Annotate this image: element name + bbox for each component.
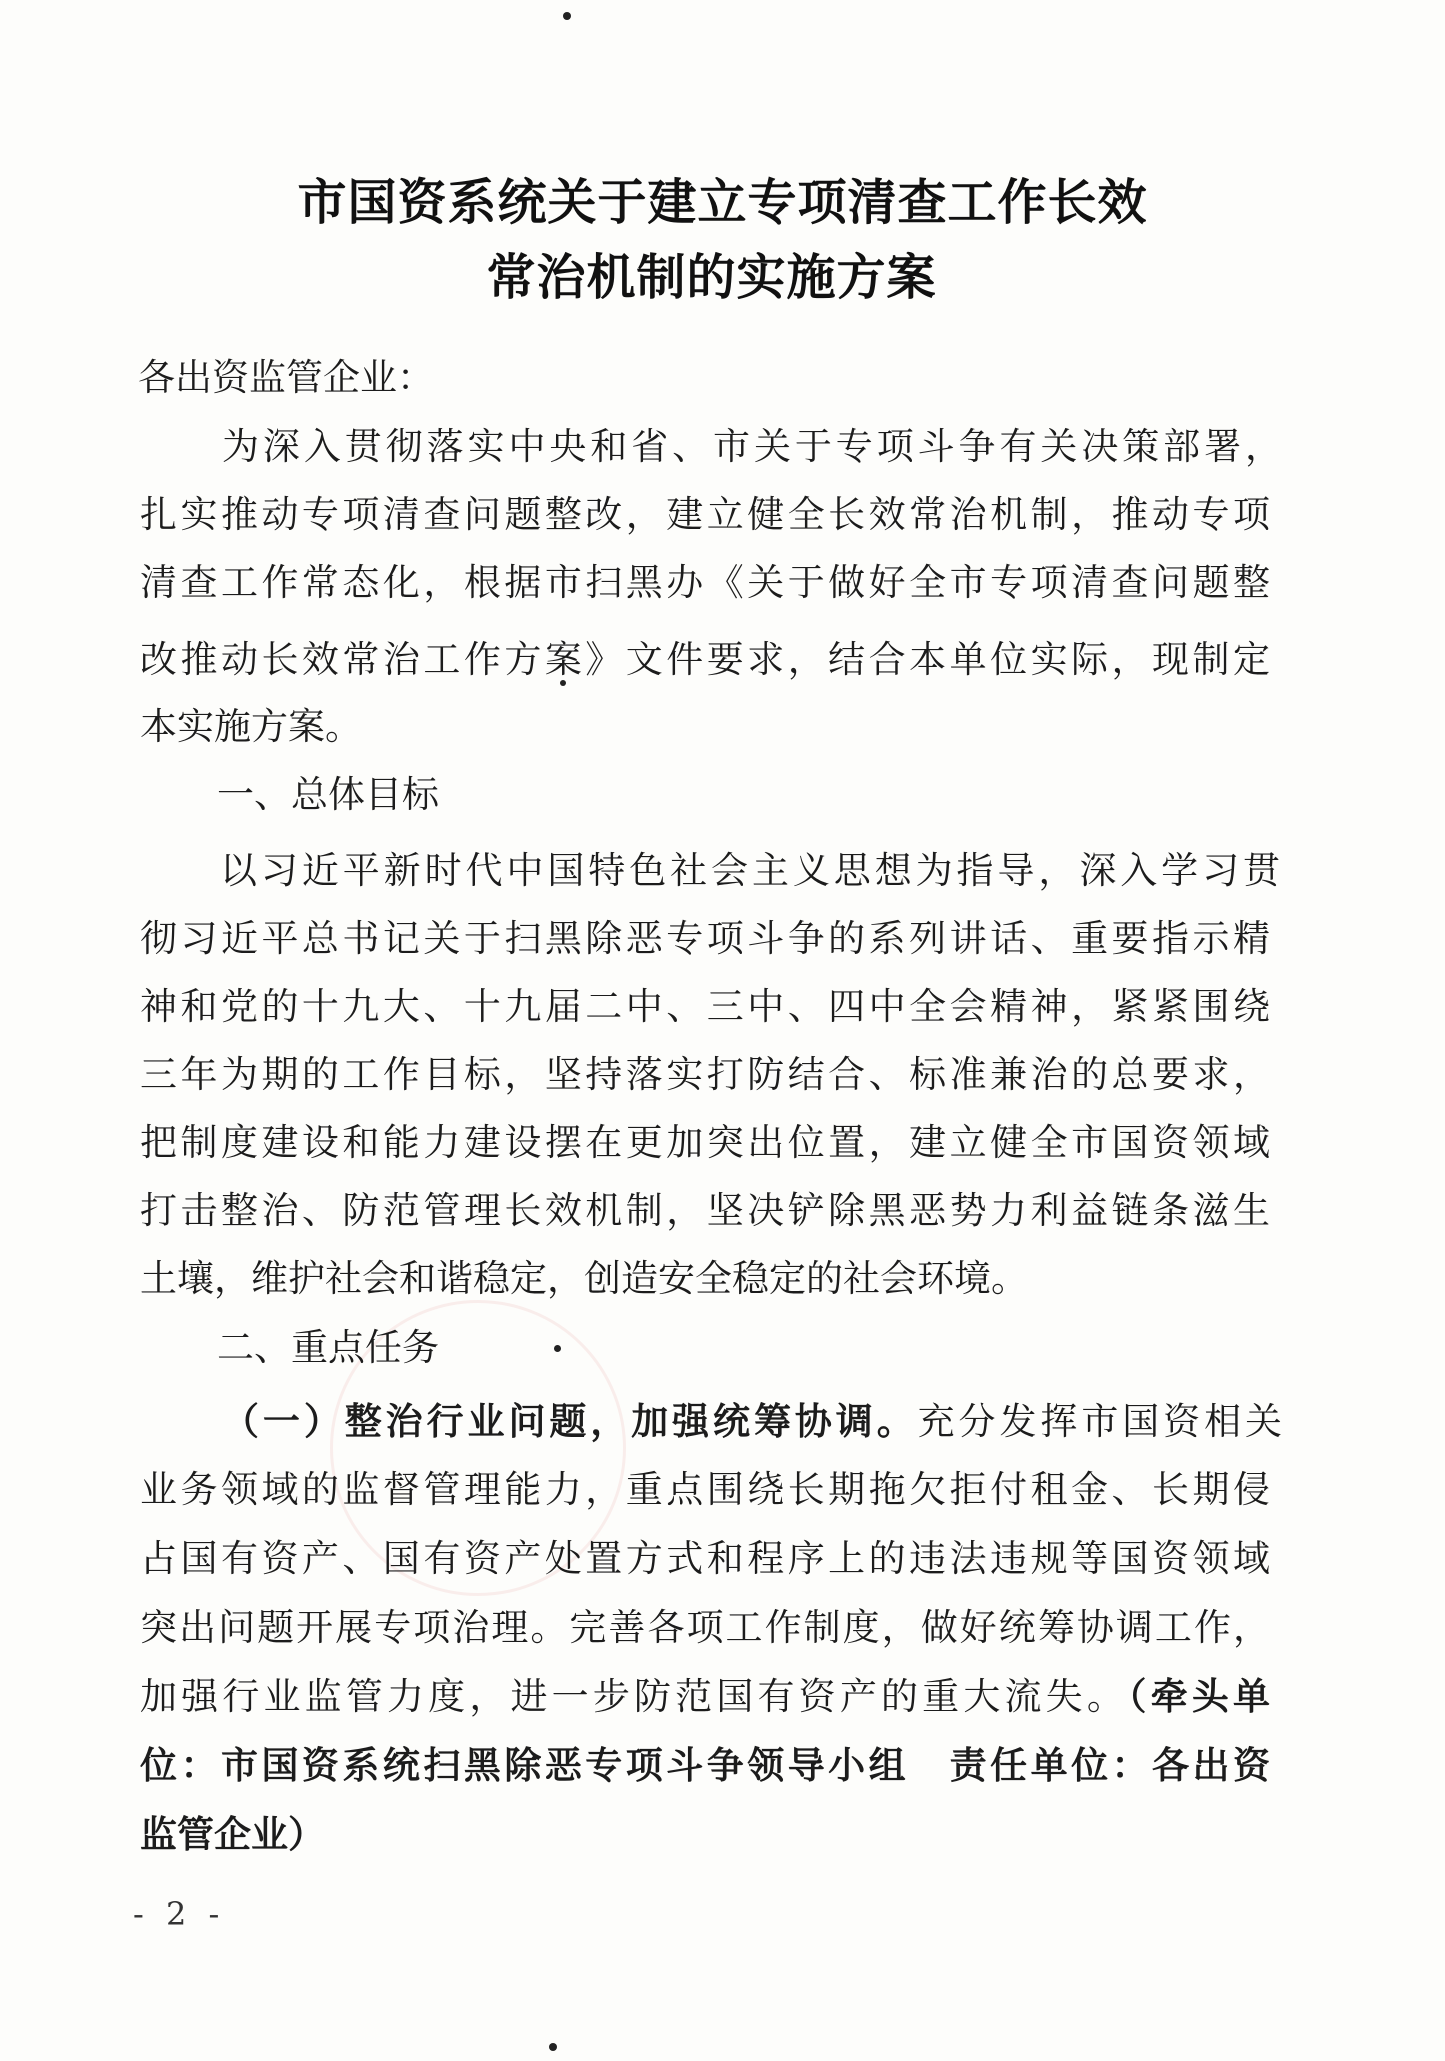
scan-dot-mark [554, 1345, 561, 1352]
paragraph-1-line: 本实施方案。 [140, 705, 362, 748]
scan-dot-mark [563, 12, 571, 20]
paragraph-1-line: 改推动长效常治工作方案》文件要求，结合本单位实际，现制定 [140, 638, 1270, 681]
task-1-first-line [222, 1398, 1282, 1446]
task-1-lead: （一）整治行业问题，加强统筹协调。 [222, 1400, 918, 1443]
paragraph-2-line: 打击整治、防范管理长效机制，坚决铲除黑恶势力利益链条滋生 [140, 1189, 1270, 1232]
section-heading-1: 一、总体目标 [217, 773, 439, 816]
page-number: - 2 - [133, 1895, 226, 1933]
task-1-line [140, 1673, 1270, 1721]
paragraph-2-line: 把制度建设和能力建设摆在更加突出位置，建立健全市国资领域 [140, 1121, 1270, 1164]
section-heading-2: 二、重点任务 [217, 1326, 439, 1369]
paragraph-2-line: 土壤，维护社会和谐稳定，创造安全稳定的社会环境。 [140, 1257, 1028, 1300]
task-1-line: 占国有资产、国有资产处置方式和程序上的违法违规等国资领域 [140, 1537, 1270, 1580]
paragraph-2-line: 三年为期的工作目标，坚持落实打防结合、标准兼治的总要求， [140, 1053, 1270, 1096]
paragraph-1-line: 扎实推动专项清查问题整改，建立健全长效常治机制，推动专项 [140, 493, 1270, 536]
task-1-line-text: 加强行业监管力度，进一步防范国有资产的重大流失。 [140, 1675, 1128, 1718]
paragraph-2-line: 神和党的十九大、十九届二中、三中、四中全会精神，紧紧围绕 [140, 985, 1270, 1028]
paragraph-1-line: 清查工作常态化，根据市扫黑办《关于做好全市专项清查问题整 [140, 561, 1270, 604]
document-title-line-2: 常治机制的实施方案 [486, 249, 937, 306]
task-1-first-line-rest: 充分发挥市国资相关 [917, 1400, 1283, 1443]
document-title-line-1: 市国资系统关于建立专项清查工作长效 [297, 174, 1148, 231]
scan-dot-mark [549, 2043, 557, 2051]
paragraph-1-line: 为深入贯彻落实中央和省、市关于专项斗争有关决策部署， [222, 425, 1282, 468]
task-1-line: 业务领域的监督管理能力，重点围绕长期拖欠拒付租金、长期侵 [140, 1468, 1270, 1511]
task-1-responsibility-line: 位：市国资系统扫黑除恶专项斗争领导小组 责任单位：各出资 [140, 1744, 1270, 1787]
task-1-line: 突出问题开展专项治理。完善各项工作制度，做好统筹协调工作， [140, 1606, 1270, 1649]
salutation: 各出资监管企业： [138, 356, 434, 399]
paragraph-2-line: 以习近平新时代中国特色社会主义思想为指导，深入学习贯 [220, 849, 1280, 892]
task-1-responsibility-end: 监管企业） [140, 1813, 325, 1856]
paragraph-2-line: 彻习近平总书记关于扫黑除恶专项斗争的系列讲话、重要指示精 [140, 917, 1270, 960]
task-1-responsibility-start: （牵头单 [1128, 1675, 1270, 1718]
